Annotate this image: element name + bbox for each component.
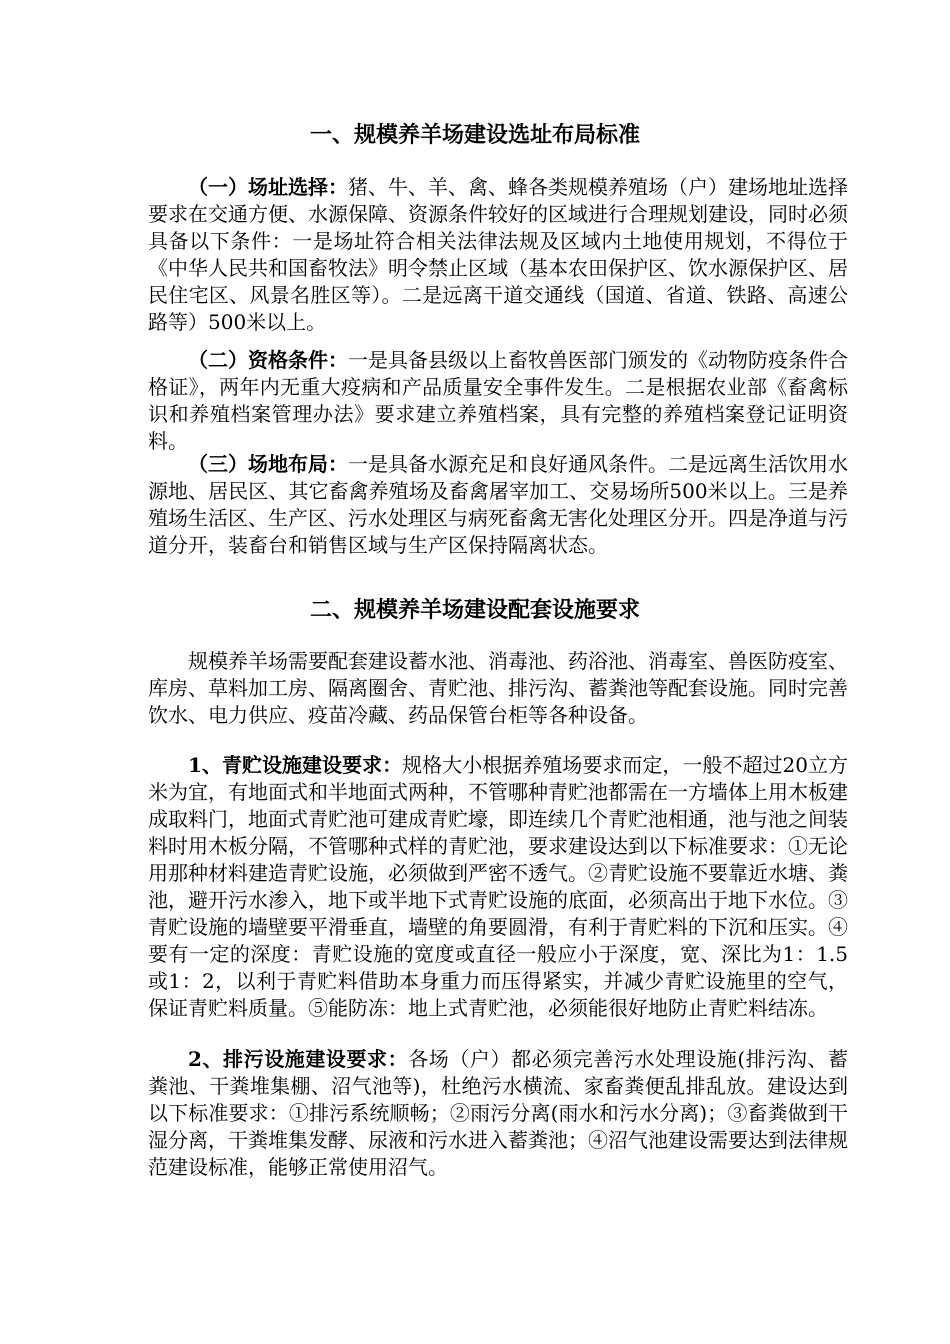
paragraph-sewage-facility bbox=[148, 1046, 848, 1181]
paragraph-text: 猪、牛、羊、禽、蜂各类规模养殖场（户）建场地址选择要求在交通方便、水源保障、资源条件较好的区域进行合理规划建设，同时必须具备以下条件：一是场址符合相关法律法规及区域内土地使用规划，不得位于《中华人民共和国畜牧法》明令禁止区域（基本农田保护区、饮水源保护区、居民住宅区、风景名胜区等）。二是远离干道交通线（国道、省道、铁路、高速公路等）500米以上。 bbox=[148, 175, 848, 334]
paragraph-lead: （一）场址选择： bbox=[188, 175, 348, 199]
section-title-facilities: 二、规模养羊场建设配套设施要求 bbox=[309, 598, 640, 623]
paragraph-silage-facility bbox=[148, 752, 848, 1022]
section-title-site-selection: 一、规模养羊场建设选址布局标准 bbox=[309, 123, 640, 148]
paragraph-facilities-overview bbox=[148, 648, 848, 729]
paragraph-site-selection bbox=[148, 174, 848, 336]
paragraph-text: 规格大小根据养殖场要求而定，一般不超过20立方米为宜，有地面式和半地面式两种，不管哪种青贮池都需在一方墙体上用木板建成取料门，地面式青贮池可建成青贮壕，即连续几个青贮池相通，池与池之间装料时用木板分隔，不管哪种式样的青贮池，要求建设达到以下标准要求：①无论用那种材料建造青贮设施，必须做到严密不透气。②青贮设施不要靠近水塘、粪池，避开污水渗入，地下或半地下式青贮设施的底面，必须高出于地下水位。③青贮设施的墙壁要平滑垂直，墙壁的角要圆滑，有利于青贮料的下沉和压实。④要有一定的深度：青贮设施的宽度或直径一般应小于深度，宽、深比为1：1.5或1：2，以利于青贮料借助本身重力而压得紧实，并减少青贮设施里的空气，保证青贮料质量。⑤能防冻：地上式青贮池，必须能很好地防止青贮料结冻。 bbox=[148, 753, 848, 1020]
paragraph-text: 规模养羊场需要配套建设蓄水池、消毒池、药浴池、消毒室、兽医防疫室、库房、草料加工房、隔离圈舍、青贮池、排污沟、蓄粪池等配套设施。同时完善饮水、电力供应、疫苗冷藏、药品保管台柜等各种设备。 bbox=[148, 649, 848, 727]
paragraph-text: 各场（户）都必须完善污水处理设施(排污沟、蓄粪池、干粪堆集棚、沼气池等)，杜绝污水横流、家畜粪便乱排乱放。建设达到以下标准要求：①排污系统顺畅；②雨污分离(雨水和污水分离)；③畜粪做到干湿分离，干粪堆集发酵、尿液和污水进入蓄粪池；④沼气池建设需要达到法律规范建设标准，能够正常使用沼气。 bbox=[148, 1047, 848, 1179]
paragraph-lead: （二）资格条件： bbox=[188, 348, 348, 372]
paragraph-lead: （三）场地布局： bbox=[188, 452, 348, 476]
paragraph-lead: 2、排污设施建设要求： bbox=[188, 1047, 409, 1071]
paragraph-text: 一是具备水源充足和良好通风条件。二是远离生活饮用水源地、居民区、其它畜禽养殖场及畜禽屠宰加工、交易场所500米以上。三是养殖场生活区、生产区、污水处理区与病死畜禽无害化处理区分开。四是净道与污道分开，装畜台和销售区域与生产区保持隔离状态。 bbox=[148, 452, 848, 557]
paragraph-layout bbox=[148, 451, 848, 559]
paragraph-qualification bbox=[148, 347, 848, 455]
paragraph-lead: 1、青贮设施建设要求： bbox=[188, 753, 403, 777]
paragraph-text: 一是具备县级以上畜牧兽医部门颁发的《动物防疫条件合格证》，两年内无重大疫病和产品质量安全事件发生。二是根据农业部《畜禽标识和养殖档案管理办法》要求建立养殖档案，具有完整的养殖档案登记证明资料。 bbox=[148, 348, 848, 453]
